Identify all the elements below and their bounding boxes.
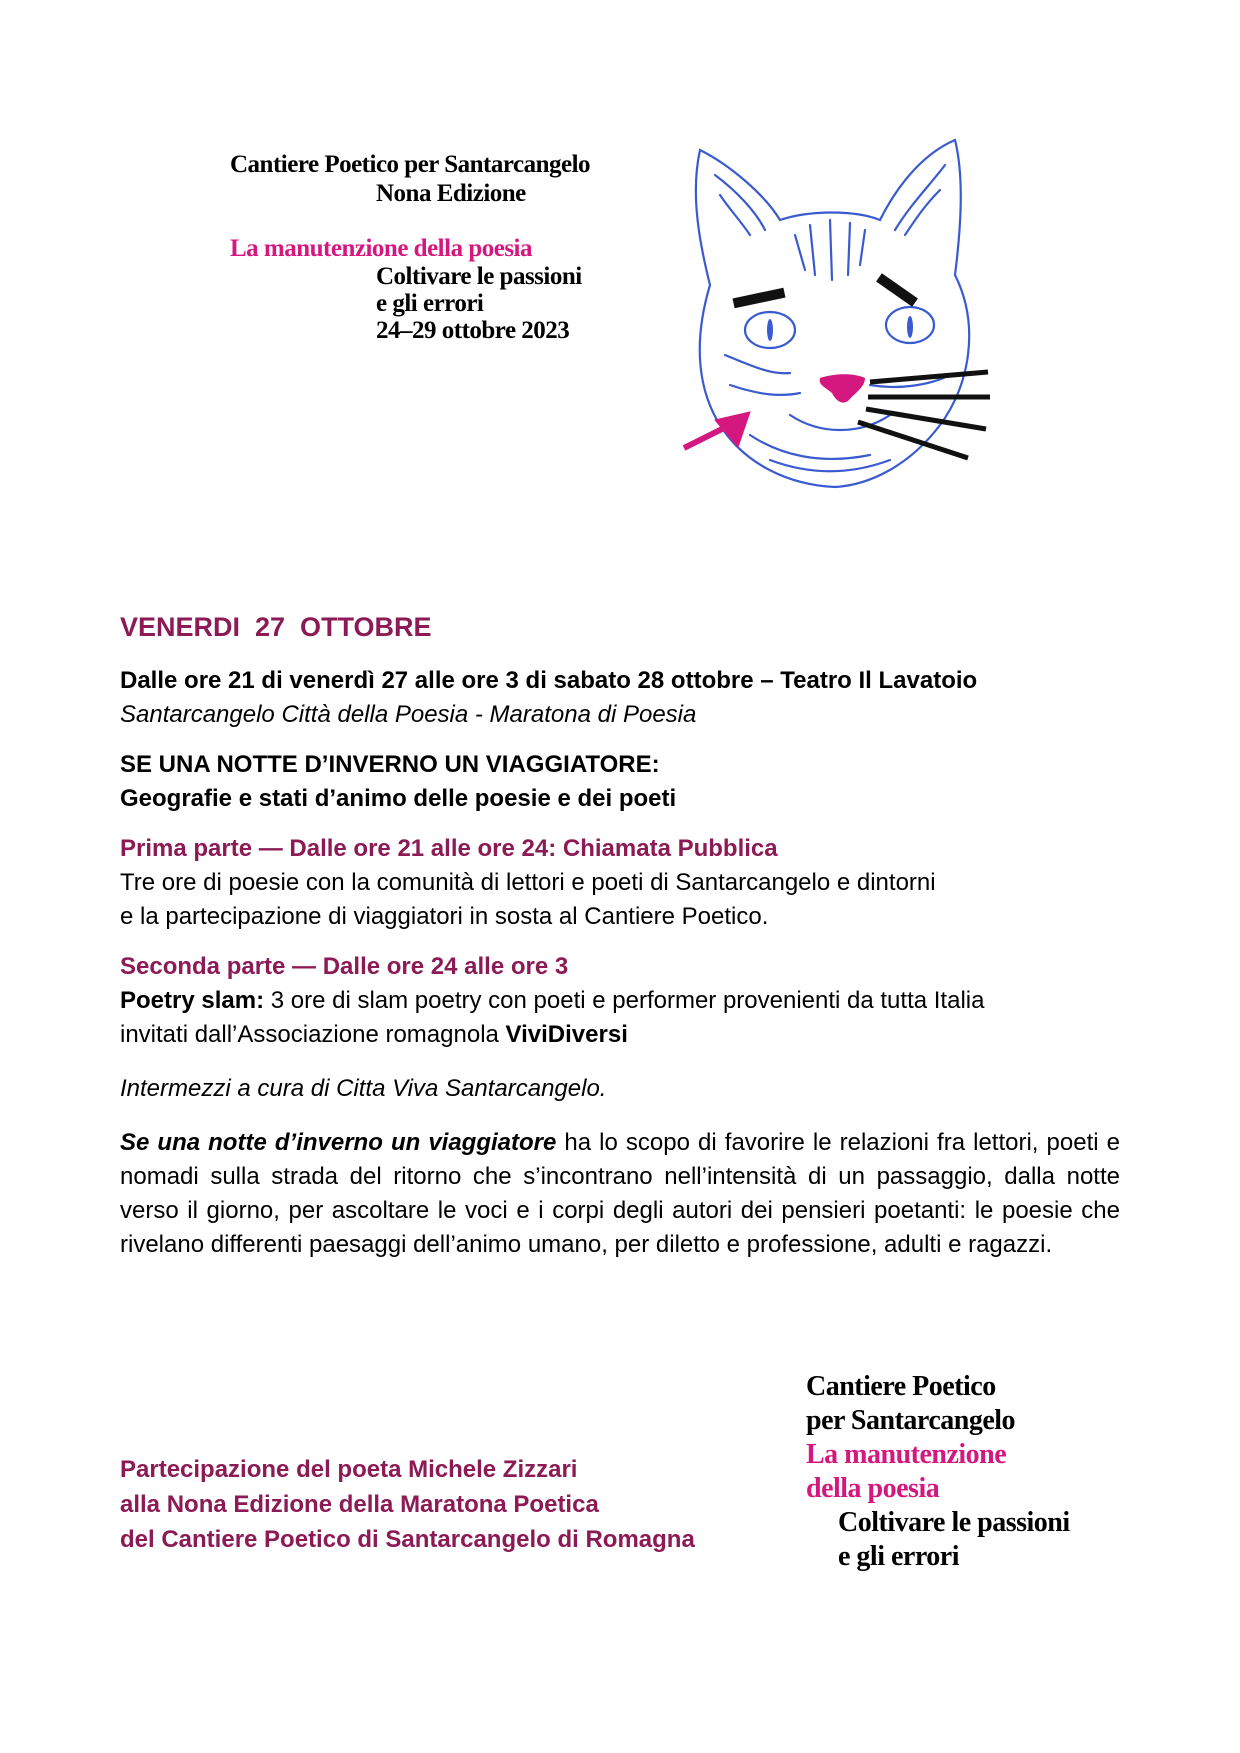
footer-logo-line-6: e gli errori	[838, 1541, 959, 1572]
part1-heading: Prima parte — Dalle ore 21 alle ore 24: Chiamata Pubblica	[120, 835, 778, 862]
right-pupil	[907, 316, 913, 338]
event-schedule: Dalle ore 21 di venerdì 27 alle ore 3 di sabato 28 ottobre – Teatro Il Lavatoio	[120, 667, 978, 694]
part2-label: Poetry slam:	[120, 987, 265, 1014]
event-details	[120, 610, 1120, 1278]
forehead-stripes	[795, 220, 865, 280]
participation-line-1: Partecipazione del poeta Michele Zizzari	[120, 1456, 578, 1483]
part1-line2: e la partecipazione di viaggiatori in sosta al Cantiere Poetico.	[120, 903, 769, 930]
participation-line-2: alla Nona Edizione della Maratona Poetica	[120, 1491, 599, 1518]
footer-logo-line-5: Coltivare le passioni	[838, 1507, 1070, 1538]
date-heading: VENERDI 27 OTTOBRE	[120, 612, 432, 642]
part2-heading: Seconda parte — Dalle ore 24 alle ore 3	[120, 953, 569, 980]
event-title-sub: Geografie e stati d’animo delle poesie e dei poeti	[120, 785, 677, 812]
logo-edition: Nona Edizione	[376, 180, 526, 207]
logo-dates: 24–29 ottobre 2023	[376, 317, 570, 344]
organizer-name: ViviDiversi	[505, 1021, 628, 1048]
event-subtitle: Santarcangelo Città della Poesia - Maratona di Poesia	[120, 701, 697, 728]
whisker-1	[870, 372, 988, 382]
logo-theme: La manutenzione della poesia	[230, 235, 532, 262]
participation-note	[120, 1452, 695, 1557]
part2-line2	[120, 1018, 1120, 1052]
footer-logo-line-4: della poesia	[806, 1473, 940, 1504]
left-eyebrow	[733, 288, 786, 309]
cat-face-illustration-icon	[670, 135, 1000, 495]
footer-logo-line-1: Cantiere Poetico	[806, 1371, 996, 1402]
arrow-shaft	[684, 429, 722, 448]
footer-logo-line-2: per Santarcangelo	[806, 1405, 1016, 1436]
left-pupil	[767, 319, 773, 341]
footer-logo	[806, 1370, 1106, 1574]
cat-nose	[820, 374, 865, 402]
chin-fur	[750, 435, 890, 471]
logo-subtitle-2: e gli errori	[376, 290, 484, 317]
logo-title: Cantiere Poetico per Santarcangelo	[230, 151, 591, 178]
part2-line1	[120, 984, 1120, 1018]
header-logo	[230, 150, 640, 344]
part2-line2-text: invitati dall’Associazione romagnola	[120, 1021, 506, 1048]
part1-line1: Tre ore di poesie con la comunità di lettori e poeti di Santarcangelo e dintorni	[120, 869, 936, 896]
event-description	[120, 1126, 1120, 1262]
logo-subtitle-1: Coltivare le passioni	[376, 263, 582, 290]
description-title: Se una notte d’inverno un viaggiatore	[120, 1129, 557, 1156]
event-title: SE UNA NOTTE D’INVERNO UN VIAGGIATORE:	[120, 751, 660, 778]
right-eyebrow	[876, 273, 918, 306]
intermezzi-note: Intermezzi a cura di Citta Viva Santarcangelo.	[120, 1075, 607, 1102]
right-ear-inner	[895, 165, 945, 235]
footer-logo-line-3: La manutenzione	[806, 1439, 1007, 1470]
description-text: ha lo scopo di favorire le relazioni fra lettori, poeti e nomadi sulla strada del ritorno che s’incontrano nell’intensità di un passaggio, dalla notte verso il giorno, per ascoltare le voci e i corpi degli autori dei pensieri poetanti: le poesie che rivelano differenti paesaggi dell’animo umano, per diletto e professione, adulti e ragazzi.	[120, 1129, 1120, 1258]
left-ear-inner	[715, 175, 765, 235]
participation-line-3: del Cantiere Poetico di Santarcangelo di Romagna	[120, 1526, 695, 1553]
part2-line1-text: 3 ore di slam poetry con poeti e performer provenienti da tutta Italia	[264, 987, 985, 1014]
